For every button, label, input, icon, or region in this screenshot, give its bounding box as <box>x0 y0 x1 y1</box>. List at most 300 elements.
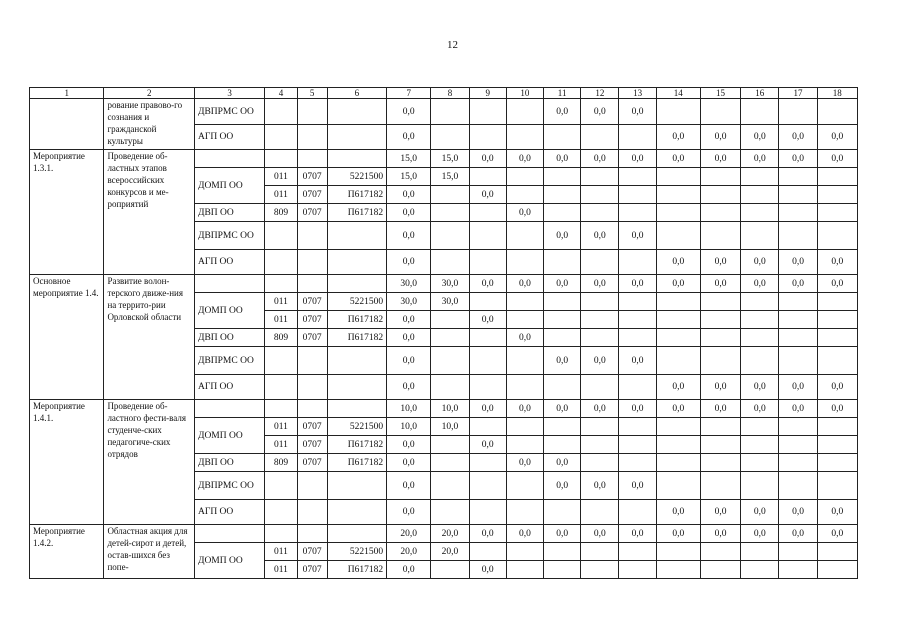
value-cell <box>619 543 656 561</box>
grbs-cell: 011 <box>265 561 297 579</box>
section-cell: 0707 <box>297 168 327 186</box>
value-cell <box>817 472 857 500</box>
section-cell: 0707 <box>297 418 327 436</box>
value-cell: 0,0 <box>387 472 431 500</box>
value-cell <box>619 311 656 329</box>
value-cell: 0,0 <box>656 400 700 418</box>
measure-description-cell: Областная акция для детей-сирот и детей, остав-шихся без попе- <box>104 525 195 579</box>
value-cell <box>700 347 740 375</box>
kbk-cell: П617182 <box>327 561 386 579</box>
value-cell <box>431 99 469 125</box>
value-cell <box>544 204 581 222</box>
value-cell: 0,0 <box>469 561 506 579</box>
section-cell: 0707 <box>297 311 327 329</box>
section-cell: 0707 <box>297 561 327 579</box>
kbk-cell <box>327 347 386 375</box>
value-cell: 0,0 <box>619 472 656 500</box>
section-cell <box>297 400 327 418</box>
value-cell: 0,0 <box>779 375 817 400</box>
value-cell: 0,0 <box>741 500 779 525</box>
column-header: 8 <box>431 88 469 99</box>
value-cell: 0,0 <box>741 375 779 400</box>
value-cell <box>779 329 817 347</box>
column-header: 4 <box>265 88 297 99</box>
value-cell <box>700 543 740 561</box>
kbk-cell: 5221500 <box>327 293 386 311</box>
value-cell <box>779 436 817 454</box>
value-cell <box>779 168 817 186</box>
value-cell: 0,0 <box>779 275 817 293</box>
column-header: 3 <box>194 88 264 99</box>
value-cell <box>656 436 700 454</box>
table-row <box>30 525 858 543</box>
section-cell <box>297 222 327 250</box>
value-cell: 0,0 <box>656 375 700 400</box>
value-cell: 0,0 <box>700 275 740 293</box>
value-cell <box>779 204 817 222</box>
measure-description-cell: рование правово-го сознания и гражданской культуры <box>104 99 195 150</box>
value-cell: 0,0 <box>619 275 656 293</box>
value-cell: 0,0 <box>387 125 431 150</box>
value-cell <box>779 99 817 125</box>
value-cell: 30,0 <box>431 275 469 293</box>
value-cell: 0,0 <box>581 275 619 293</box>
value-cell: 0,0 <box>581 150 619 168</box>
section-cell: 0707 <box>297 186 327 204</box>
value-cell: 0,0 <box>741 400 779 418</box>
value-cell: 0,0 <box>700 500 740 525</box>
value-cell: 0,0 <box>506 454 543 472</box>
value-cell <box>469 418 506 436</box>
value-cell: 0,0 <box>387 375 431 400</box>
value-cell <box>619 204 656 222</box>
executor-cell: ДВПРМС ОО <box>194 99 264 125</box>
value-cell: 10,0 <box>387 400 431 418</box>
value-cell <box>619 454 656 472</box>
section-cell <box>297 99 327 125</box>
section-cell <box>297 150 327 168</box>
value-cell <box>741 329 779 347</box>
value-cell <box>544 418 581 436</box>
value-cell <box>741 436 779 454</box>
value-cell <box>506 418 543 436</box>
value-cell <box>741 168 779 186</box>
section-cell <box>297 472 327 500</box>
column-header: 13 <box>619 88 656 99</box>
value-cell <box>741 543 779 561</box>
value-cell <box>581 454 619 472</box>
value-cell: 0,0 <box>619 222 656 250</box>
value-cell <box>431 222 469 250</box>
value-cell: 0,0 <box>700 250 740 275</box>
value-cell <box>469 500 506 525</box>
kbk-cell: П617182 <box>327 436 386 454</box>
grbs-cell: 011 <box>265 186 297 204</box>
column-header: 6 <box>327 88 386 99</box>
grbs-cell: 011 <box>265 418 297 436</box>
value-cell <box>506 250 543 275</box>
value-cell <box>656 293 700 311</box>
value-cell: 0,0 <box>656 525 700 543</box>
value-cell <box>469 293 506 311</box>
grbs-cell: 011 <box>265 311 297 329</box>
value-cell <box>817 347 857 375</box>
grbs-cell: 809 <box>265 329 297 347</box>
value-cell: 0,0 <box>387 500 431 525</box>
kbk-cell: П617182 <box>327 204 386 222</box>
column-header: 15 <box>700 88 740 99</box>
grbs-cell: 011 <box>265 293 297 311</box>
value-cell <box>700 204 740 222</box>
executor-cell: ДОМП ОО <box>194 293 264 329</box>
value-cell: 0,0 <box>741 275 779 293</box>
value-cell <box>779 561 817 579</box>
value-cell <box>700 472 740 500</box>
column-header: 12 <box>581 88 619 99</box>
value-cell: 0,0 <box>469 275 506 293</box>
value-cell: 15,0 <box>431 168 469 186</box>
kbk-cell: 5221500 <box>327 543 386 561</box>
value-cell: 0,0 <box>779 125 817 150</box>
value-cell <box>741 454 779 472</box>
value-cell: 0,0 <box>387 204 431 222</box>
header-row <box>30 88 858 99</box>
value-cell <box>779 311 817 329</box>
value-cell: 0,0 <box>581 472 619 500</box>
value-cell <box>581 329 619 347</box>
grbs-cell <box>265 250 297 275</box>
value-cell <box>741 472 779 500</box>
value-cell: 20,0 <box>387 525 431 543</box>
value-cell: 0,0 <box>779 150 817 168</box>
value-cell <box>544 329 581 347</box>
value-cell: 0,0 <box>817 250 857 275</box>
value-cell <box>656 454 700 472</box>
value-cell: 0,0 <box>469 400 506 418</box>
value-cell <box>506 543 543 561</box>
kbk-cell: 5221500 <box>327 168 386 186</box>
value-cell: 0,0 <box>779 400 817 418</box>
section-cell <box>297 525 327 543</box>
value-cell <box>544 311 581 329</box>
measure-description-cell: Проведение об-ластного фести-валя студенче-ских педагогиче-ских отрядов <box>104 400 195 525</box>
value-cell <box>431 561 469 579</box>
value-cell: 30,0 <box>431 293 469 311</box>
grbs-cell <box>265 99 297 125</box>
value-cell: 0,0 <box>656 150 700 168</box>
value-cell: 0,0 <box>581 400 619 418</box>
value-cell <box>469 250 506 275</box>
value-cell <box>469 543 506 561</box>
value-cell <box>779 454 817 472</box>
executor-cell: АГП ОО <box>194 250 264 275</box>
value-cell: 20,0 <box>431 525 469 543</box>
kbk-cell <box>327 472 386 500</box>
value-cell: 0,0 <box>656 250 700 275</box>
value-cell <box>619 561 656 579</box>
value-cell <box>817 99 857 125</box>
value-cell <box>817 436 857 454</box>
measure-name-cell: Мероприятие 1.4.2. <box>30 525 104 579</box>
value-cell <box>469 472 506 500</box>
executor-cell: АГП ОО <box>194 500 264 525</box>
value-cell <box>506 311 543 329</box>
value-cell <box>779 472 817 500</box>
value-cell <box>741 222 779 250</box>
value-cell <box>817 293 857 311</box>
value-cell <box>544 561 581 579</box>
value-cell <box>619 168 656 186</box>
value-cell <box>431 204 469 222</box>
kbk-cell: П617182 <box>327 311 386 329</box>
value-cell <box>544 543 581 561</box>
kbk-cell <box>327 250 386 275</box>
value-cell: 0,0 <box>817 400 857 418</box>
value-cell: 0,0 <box>506 275 543 293</box>
executor-cell: ДВП ОО <box>194 329 264 347</box>
value-cell: 0,0 <box>619 150 656 168</box>
value-cell: 10,0 <box>431 400 469 418</box>
value-cell: 0,0 <box>544 472 581 500</box>
value-cell <box>817 543 857 561</box>
grbs-cell: 809 <box>265 454 297 472</box>
value-cell <box>656 99 700 125</box>
value-cell: 0,0 <box>544 400 581 418</box>
kbk-cell <box>327 125 386 150</box>
value-cell: 10,0 <box>387 418 431 436</box>
value-cell: 0,0 <box>817 150 857 168</box>
value-cell: 0,0 <box>656 500 700 525</box>
value-cell: 0,0 <box>619 525 656 543</box>
value-cell <box>431 186 469 204</box>
value-cell: 0,0 <box>779 500 817 525</box>
executor-cell: АГП ОО <box>194 375 264 400</box>
value-cell <box>581 418 619 436</box>
value-cell <box>431 436 469 454</box>
value-cell: 0,0 <box>581 347 619 375</box>
value-cell: 15,0 <box>431 150 469 168</box>
value-cell <box>469 347 506 375</box>
value-cell <box>741 347 779 375</box>
executor-cell: ДВПРМС ОО <box>194 472 264 500</box>
grbs-cell <box>265 347 297 375</box>
value-cell: 0,0 <box>506 150 543 168</box>
value-cell <box>544 168 581 186</box>
value-cell <box>581 561 619 579</box>
value-cell <box>506 222 543 250</box>
value-cell: 0,0 <box>544 99 581 125</box>
value-cell: 0,0 <box>741 250 779 275</box>
value-cell <box>619 500 656 525</box>
kbk-cell <box>327 525 386 543</box>
value-cell <box>656 543 700 561</box>
value-cell <box>779 293 817 311</box>
value-cell <box>619 293 656 311</box>
value-cell <box>741 204 779 222</box>
kbk-cell <box>327 99 386 125</box>
grbs-cell <box>265 375 297 400</box>
section-cell: 0707 <box>297 293 327 311</box>
value-cell: 0,0 <box>741 525 779 543</box>
executor-cell: ДВП ОО <box>194 204 264 222</box>
value-cell: 0,0 <box>656 125 700 150</box>
measure-name-cell: Мероприятие 1.3.1. <box>30 150 104 275</box>
value-cell <box>581 186 619 204</box>
value-cell <box>700 186 740 204</box>
kbk-cell <box>327 150 386 168</box>
value-cell <box>544 186 581 204</box>
value-cell <box>779 222 817 250</box>
value-cell: 0,0 <box>387 99 431 125</box>
value-cell <box>506 125 543 150</box>
kbk-cell: 5221500 <box>327 418 386 436</box>
value-cell <box>700 436 740 454</box>
executor-cell <box>194 150 264 168</box>
value-cell: 0,0 <box>387 186 431 204</box>
value-cell <box>619 125 656 150</box>
grbs-cell <box>265 400 297 418</box>
measure-name-cell: Основное мероприятие 1.4. <box>30 275 104 400</box>
grbs-cell: 011 <box>265 168 297 186</box>
kbk-cell <box>327 375 386 400</box>
section-cell <box>297 347 327 375</box>
kbk-cell <box>327 222 386 250</box>
executor-cell: АГП ОО <box>194 125 264 150</box>
value-cell: 0,0 <box>387 311 431 329</box>
value-cell <box>544 293 581 311</box>
value-cell <box>506 293 543 311</box>
value-cell <box>619 186 656 204</box>
section-cell <box>297 250 327 275</box>
value-cell <box>581 543 619 561</box>
value-cell <box>779 186 817 204</box>
value-cell: 0,0 <box>387 329 431 347</box>
value-cell <box>431 311 469 329</box>
value-cell: 0,0 <box>817 125 857 150</box>
value-cell: 0,0 <box>619 99 656 125</box>
value-cell <box>506 436 543 454</box>
executor-cell <box>194 275 264 293</box>
value-cell: 0,0 <box>469 311 506 329</box>
value-cell <box>581 204 619 222</box>
value-cell <box>619 329 656 347</box>
kbk-cell <box>327 400 386 418</box>
value-cell <box>544 250 581 275</box>
value-cell <box>619 418 656 436</box>
value-cell: 0,0 <box>700 525 740 543</box>
section-cell <box>297 500 327 525</box>
value-cell: 0,0 <box>387 250 431 275</box>
value-cell <box>700 99 740 125</box>
value-cell: 0,0 <box>700 125 740 150</box>
value-cell: 0,0 <box>469 186 506 204</box>
table-row <box>30 400 858 418</box>
value-cell <box>506 500 543 525</box>
value-cell: 0,0 <box>741 125 779 150</box>
section-cell: 0707 <box>297 454 327 472</box>
value-cell <box>469 168 506 186</box>
value-cell <box>431 500 469 525</box>
value-cell: 0,0 <box>544 222 581 250</box>
value-cell <box>700 293 740 311</box>
value-cell: 0,0 <box>387 561 431 579</box>
value-cell <box>619 436 656 454</box>
value-cell <box>656 311 700 329</box>
value-cell <box>469 329 506 347</box>
grbs-cell: 809 <box>265 204 297 222</box>
executor-cell: ДВПРМС ОО <box>194 347 264 375</box>
value-cell: 0,0 <box>544 525 581 543</box>
value-cell: 0,0 <box>506 204 543 222</box>
value-cell <box>817 186 857 204</box>
value-cell <box>506 561 543 579</box>
executor-cell: ДОМП ОО <box>194 168 264 204</box>
value-cell <box>741 99 779 125</box>
value-cell <box>469 204 506 222</box>
value-cell <box>506 168 543 186</box>
section-cell: 0707 <box>297 436 327 454</box>
table-row <box>30 275 858 293</box>
grbs-cell <box>265 150 297 168</box>
value-cell: 0,0 <box>387 454 431 472</box>
kbk-cell <box>327 275 386 293</box>
grbs-cell <box>265 472 297 500</box>
column-header: 10 <box>506 88 543 99</box>
value-cell <box>700 222 740 250</box>
value-cell: 0,0 <box>619 400 656 418</box>
value-cell: 0,0 <box>817 500 857 525</box>
value-cell: 0,0 <box>700 400 740 418</box>
grbs-cell <box>265 275 297 293</box>
value-cell <box>656 204 700 222</box>
value-cell <box>817 561 857 579</box>
table-row <box>30 99 858 125</box>
column-header: 11 <box>544 88 581 99</box>
value-cell: 0,0 <box>741 150 779 168</box>
value-cell: 0,0 <box>544 275 581 293</box>
value-cell <box>619 375 656 400</box>
value-cell <box>656 418 700 436</box>
column-header: 1 <box>30 88 104 99</box>
value-cell: 0,0 <box>544 454 581 472</box>
executor-cell: ДВП ОО <box>194 454 264 472</box>
value-cell <box>779 543 817 561</box>
value-cell: 0,0 <box>700 375 740 400</box>
column-header: 5 <box>297 88 327 99</box>
value-cell <box>431 347 469 375</box>
value-cell <box>817 204 857 222</box>
grbs-cell: 011 <box>265 436 297 454</box>
section-cell: 0707 <box>297 204 327 222</box>
value-cell: 0,0 <box>779 250 817 275</box>
column-header: 9 <box>469 88 506 99</box>
executor-cell: ДОМП ОО <box>194 543 264 579</box>
value-cell <box>506 347 543 375</box>
value-cell: 0,0 <box>619 347 656 375</box>
section-cell: 0707 <box>297 543 327 561</box>
value-cell <box>817 418 857 436</box>
value-cell: 0,0 <box>817 375 857 400</box>
section-cell <box>297 275 327 293</box>
value-cell: 0,0 <box>817 525 857 543</box>
value-cell <box>469 99 506 125</box>
measure-name-cell: Мероприятие 1.4.1. <box>30 400 104 525</box>
value-cell: 0,0 <box>387 222 431 250</box>
kbk-cell: П617182 <box>327 329 386 347</box>
value-cell <box>581 375 619 400</box>
value-cell: 0,0 <box>581 525 619 543</box>
section-cell <box>297 125 327 150</box>
